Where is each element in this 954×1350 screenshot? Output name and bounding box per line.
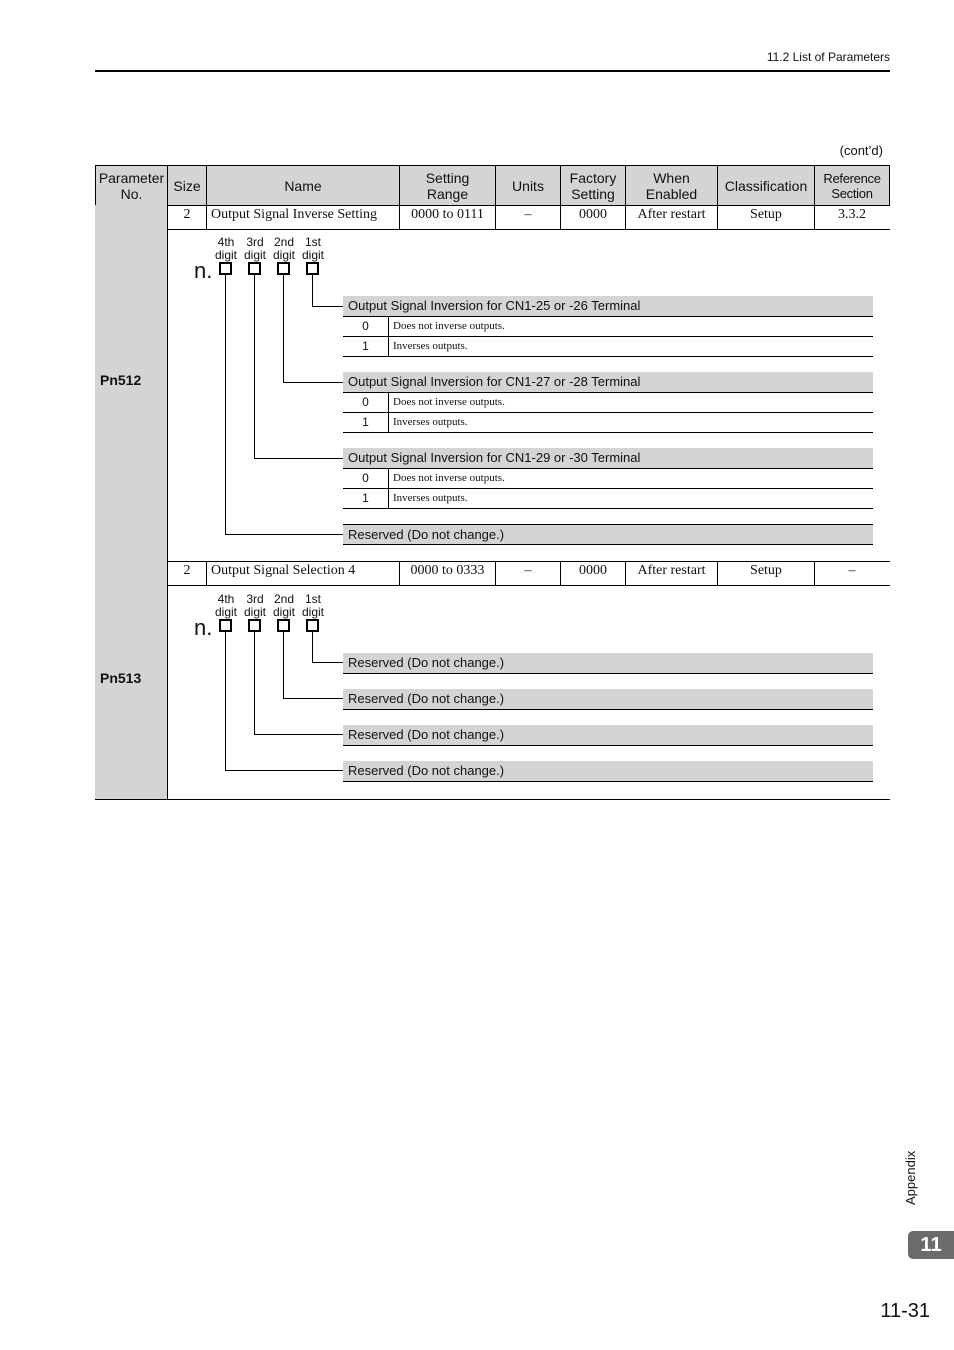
- n-prefix: n.: [194, 258, 213, 283]
- connector-line: [312, 662, 344, 663]
- option-value: 1: [343, 337, 389, 356]
- option-desc: Inverses outputs.: [393, 340, 468, 352]
- digit-label-4th: 4th digit: [214, 592, 237, 619]
- option-value: 1: [343, 489, 389, 508]
- page-number: 11-31: [880, 1300, 930, 1322]
- digit-label-4th: 4th digit: [214, 235, 237, 262]
- digit-label-3rd: 3rd digit: [243, 235, 266, 262]
- pn513-units: –: [524, 563, 532, 578]
- option-desc: Inverses outputs.: [393, 492, 468, 504]
- pn512-name: Output Signal Inverse Setting: [211, 207, 378, 222]
- appendix-side-label: Appendix: [903, 1150, 918, 1205]
- pn512-group-1-title: Output Signal Inversion for CN1-25 or -26 Terminal: [343, 296, 873, 317]
- digit-label-1st: 1st digit: [301, 235, 324, 262]
- digit-box-2nd: [277, 262, 290, 275]
- continued-label: (cont’d): [839, 143, 883, 158]
- pn513-range: 0000 to 0333: [410, 563, 485, 578]
- digit-label-2nd: 2nd digit: [272, 235, 295, 262]
- chapter-tab: 11: [908, 1231, 954, 1259]
- digit-box-3rd: [248, 619, 261, 632]
- header-units: Units: [495, 165, 561, 206]
- pn512-reference: 3.3.2: [838, 207, 866, 222]
- pn512-param-cell: [95, 205, 168, 562]
- pn512-size: 2: [183, 207, 191, 222]
- header-factory-setting: Factory Setting: [560, 165, 626, 206]
- pn512-factory: 0000: [579, 207, 607, 222]
- header-parameter-no: Parameter No.: [95, 165, 168, 206]
- option-row: [343, 489, 873, 509]
- header-reference-section: Reference Section: [814, 165, 890, 206]
- table-bottom-rule: [95, 799, 890, 800]
- digit-box-4th: [219, 619, 232, 632]
- connector-line: [312, 306, 344, 307]
- row-divider: [167, 229, 890, 230]
- option-desc: Does not inverse outputs.: [393, 472, 505, 484]
- option-row: [343, 469, 873, 489]
- header-setting-range: Setting Range: [399, 165, 496, 206]
- connector-line: [312, 275, 313, 307]
- connector-line: [225, 632, 226, 771]
- pn513-name: Output Signal Selection 4: [211, 563, 356, 578]
- digit-label-3rd: 3rd digit: [243, 592, 266, 619]
- pn513-factory: 0000: [579, 563, 607, 578]
- digit-box-4th: [219, 262, 232, 275]
- connector-line: [283, 275, 284, 383]
- header-classification: Classification: [717, 165, 815, 206]
- option-row: [343, 393, 873, 413]
- n-prefix: n.: [194, 615, 213, 640]
- digit-box-1st: [306, 262, 319, 275]
- pn513-group-4-title: Reserved (Do not change.): [343, 761, 873, 782]
- row-divider: [167, 561, 890, 562]
- pn513-enabled: After restart: [637, 563, 706, 578]
- connector-line: [312, 632, 313, 663]
- connector-line: [254, 734, 344, 735]
- option-row: [343, 337, 873, 357]
- connector-line: [254, 632, 255, 735]
- option-row: [343, 317, 873, 337]
- pn512-units: –: [524, 207, 532, 222]
- option-value: 0: [343, 469, 389, 488]
- header-name: Name: [206, 165, 400, 206]
- option-row: [343, 413, 873, 433]
- option-value: 0: [343, 317, 389, 336]
- option-desc: Does not inverse outputs.: [393, 320, 505, 332]
- pn512-enabled: After restart: [637, 207, 706, 222]
- option-desc: Inverses outputs.: [393, 416, 468, 428]
- pn512-group-3-title: Output Signal Inversion for CN1-29 or -30 Terminal: [343, 448, 873, 469]
- option-value: 1: [343, 413, 389, 432]
- connector-line: [283, 382, 344, 383]
- digit-label-2nd: 2nd digit: [272, 592, 295, 619]
- header-rule: [95, 70, 890, 72]
- pn513-group-1-title: Reserved (Do not change.): [343, 653, 873, 674]
- pn513-param-label: Pn513: [100, 670, 142, 686]
- pn513-group-2-title: Reserved (Do not change.): [343, 689, 873, 710]
- pn512-group-4-title: Reserved (Do not change.): [343, 524, 873, 545]
- connector-line: [254, 275, 255, 459]
- connector-line: [225, 770, 344, 771]
- pn513-group-3-title: Reserved (Do not change.): [343, 725, 873, 746]
- header-when-enabled: When Enabled: [625, 165, 718, 206]
- digit-box-3rd: [248, 262, 261, 275]
- digit-box-1st: [306, 619, 319, 632]
- pn513-size: 2: [183, 563, 191, 578]
- pn513-reference: –: [848, 563, 856, 578]
- connector-line: [225, 534, 344, 535]
- option-value: 0: [343, 393, 389, 412]
- connector-line: [225, 275, 226, 535]
- pn512-group-2-title: Output Signal Inversion for CN1-27 or -28 Terminal: [343, 372, 873, 393]
- connector-line: [254, 458, 344, 459]
- option-desc: Does not inverse outputs.: [393, 396, 505, 408]
- row-divider: [167, 585, 890, 586]
- pn512-param-label: Pn512: [100, 372, 142, 388]
- pn513-param-cell: [95, 562, 168, 800]
- header-size: Size: [167, 165, 207, 206]
- connector-line: [283, 698, 344, 699]
- digit-label-1st: 1st digit: [301, 592, 324, 619]
- running-header: 11.2 List of Parameters: [766, 50, 890, 64]
- pn512-classification: Setup: [750, 207, 782, 222]
- pn513-classification: Setup: [750, 563, 782, 578]
- connector-line: [283, 632, 284, 699]
- digit-box-2nd: [277, 619, 290, 632]
- pn512-range: 0000 to 0111: [411, 207, 484, 222]
